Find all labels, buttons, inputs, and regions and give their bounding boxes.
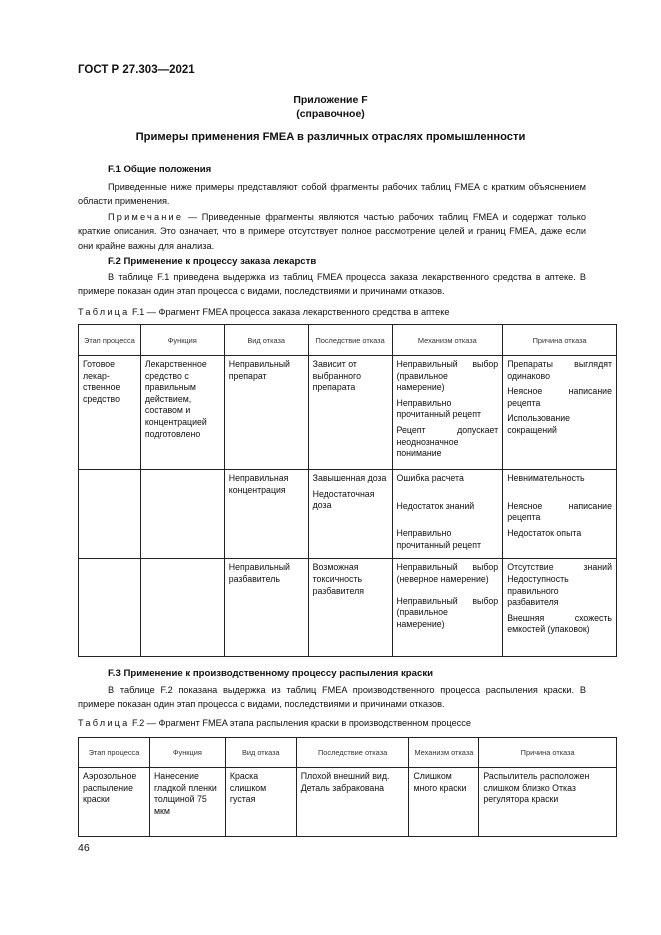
table2-caption-label: Таблица	[78, 718, 130, 728]
table1-header-function: Функция	[140, 325, 224, 356]
table1-effect-cell: Зависит от выбранного препарата	[308, 356, 392, 470]
table2-header-cause: Причина отказа	[479, 738, 617, 768]
table2-mode-cell: Краска слишком густая	[225, 768, 296, 837]
table2-mechanism-cell: Слишком много краски	[409, 768, 479, 837]
table1-cause-cell	[503, 356, 617, 470]
table2-header-mode: Вид отказа	[225, 738, 296, 768]
table1-caption-label: Таблица	[78, 307, 130, 317]
cause-item: Недостаток опыта	[507, 527, 582, 538]
effect-item: Завышенная доза	[312, 473, 387, 483]
cause-item: Внешняя схожесть емкостей (упаковок)	[507, 612, 612, 635]
table2-caption	[78, 718, 471, 728]
page-number: 46	[78, 842, 90, 854]
cause-item: Отсутствие знаний Недоступность правильного разбавителя	[507, 562, 612, 608]
note-label: Примечание	[108, 212, 184, 222]
table1-header-cause: Причина отказа	[503, 325, 617, 356]
section-f1-heading: F.1 Общие положения	[108, 164, 212, 175]
table1-mechanism-cell	[392, 356, 503, 470]
note-paragraph	[78, 210, 586, 253]
section-f2-paragraph: В таблице F.1 приведена выдержка из таблиц FMEA процесса заказа лекарственного средства в аптеке. В примере показан один этап процесса с видами, последствиями и причинами отказов.	[78, 272, 586, 297]
fmea-table-2	[78, 737, 617, 837]
table2-function-cell: Нанесение гладкой пленки толщиной 75 мкм	[149, 768, 225, 837]
table-row	[79, 470, 617, 559]
table1-cause-cell	[503, 559, 617, 657]
table2-header-mechanism: Механизм отказа	[409, 738, 479, 768]
mechanism-item: Неправильный выбор (правильное намерение)	[396, 359, 499, 393]
table-row	[79, 356, 617, 470]
table2-caption-text: F.2 — Фрагмент FMEA этапа распыления краски в производственном процессе	[129, 718, 471, 728]
table1-header-mechanism: Механизм отказа	[392, 325, 503, 356]
mechanism-item: Неправильно прочитанный рецепт	[396, 528, 481, 550]
table1-stage-cell: Готовое лекар-ственное средство	[79, 356, 141, 470]
table-row	[79, 559, 617, 657]
table1-caption-text: F.1 — Фрагмент FMEA процесса заказа лекарственного средства в аптеке	[129, 307, 450, 317]
cause-item: Препараты выглядят одинаково	[507, 359, 612, 381]
mechanism-item: Неправильно прочитанный рецепт	[396, 397, 481, 420]
mechanism-item: Неправильный выбор (неверное намерение)	[396, 562, 499, 584]
table1-function-cell: Лекарственное средство с правильным действием, составом и концентрацией подготовлено	[140, 356, 224, 470]
cause-item: Использование сокращений	[507, 413, 571, 435]
table2-stage-cell: Аэрозольное распыление краски	[79, 768, 150, 837]
cause-item: Неясное написание рецепта	[507, 500, 612, 523]
table1-effect-cell: Возможная токсичность разбавителя	[308, 559, 392, 657]
table1-cause-cell	[503, 470, 617, 559]
mechanism-item: Ошибка расчета	[396, 473, 464, 483]
table1-effect-cell	[308, 470, 392, 559]
section-f3-paragraph: В таблице F.2 показана выдержка из таблиц FMEA производственного процесса распыления краски. В примере показан один этап процесса с видами, последствиями и причинами отказов.	[78, 685, 586, 710]
table1-mode-cell: Неправильный препарат	[224, 356, 308, 470]
table-row	[79, 768, 617, 837]
note-text: — Приведенные фрагменты являются частью рабочих таблиц FMEA и содержат только краткие описания. Это означает, что в примере отсутствует полное рассмотрение целей и границ FMEA, даже если они крайне важны для анализа.	[78, 212, 586, 251]
fmea-table-1	[78, 324, 617, 657]
effect-item: Недостаточная доза	[312, 488, 375, 511]
table1-header-stage: Этап процесса	[79, 325, 141, 356]
table1-header-effect: Последствие отказа	[308, 325, 392, 356]
table2-effect-cell: Плохой внешний вид. Деталь забракована	[296, 768, 409, 837]
section-f2-heading: F.2 Применение к процессу заказа лекарств	[108, 256, 317, 267]
table1-mechanism-cell	[392, 470, 503, 559]
table1-mechanism-cell	[392, 559, 503, 657]
table1-caption	[78, 307, 450, 317]
table2-cause-cell: Распылитель расположен слишком близко Отказ регулятора краски	[479, 768, 617, 837]
table1-mode-cell: Неправильная концентрация	[224, 470, 308, 559]
document-code: ГОСТ Р 27.303—2021	[78, 64, 195, 76]
table1-header-mode: Вид отказа	[224, 325, 308, 356]
table2-header-function: Функция	[149, 738, 225, 768]
appendix-heading: Примеры применения FMEA в различных отраслях промышленности	[135, 131, 526, 143]
table1-mode-cell: Неправильный разбавитель	[224, 559, 308, 657]
mechanism-item: Недостаток знаний	[396, 500, 475, 511]
section-f3-heading: F.3 Применение к производственному процессу распыления краски	[108, 668, 434, 679]
table2-header-effect: Последствие отказа	[296, 738, 409, 768]
table2-header-stage: Этап процесса	[79, 738, 150, 768]
appendix-label: Приложение F	[293, 94, 368, 106]
cause-item: Неясное написание рецепта	[507, 386, 612, 408]
appendix-status: (справочное)	[296, 108, 365, 120]
cause-item: Невнимательность	[507, 473, 585, 483]
section-f1-paragraph: Приведенные ниже примеры представляют собой фрагменты рабочих таблиц FMEA с кратким объяснением области применения.	[78, 182, 586, 207]
appendix-title	[0, 93, 661, 121]
mechanism-item: Рецепт допускает неоднозначное понимание	[396, 424, 499, 459]
mechanism-item: Неправильный выбор (правильное намерение)	[396, 595, 499, 629]
